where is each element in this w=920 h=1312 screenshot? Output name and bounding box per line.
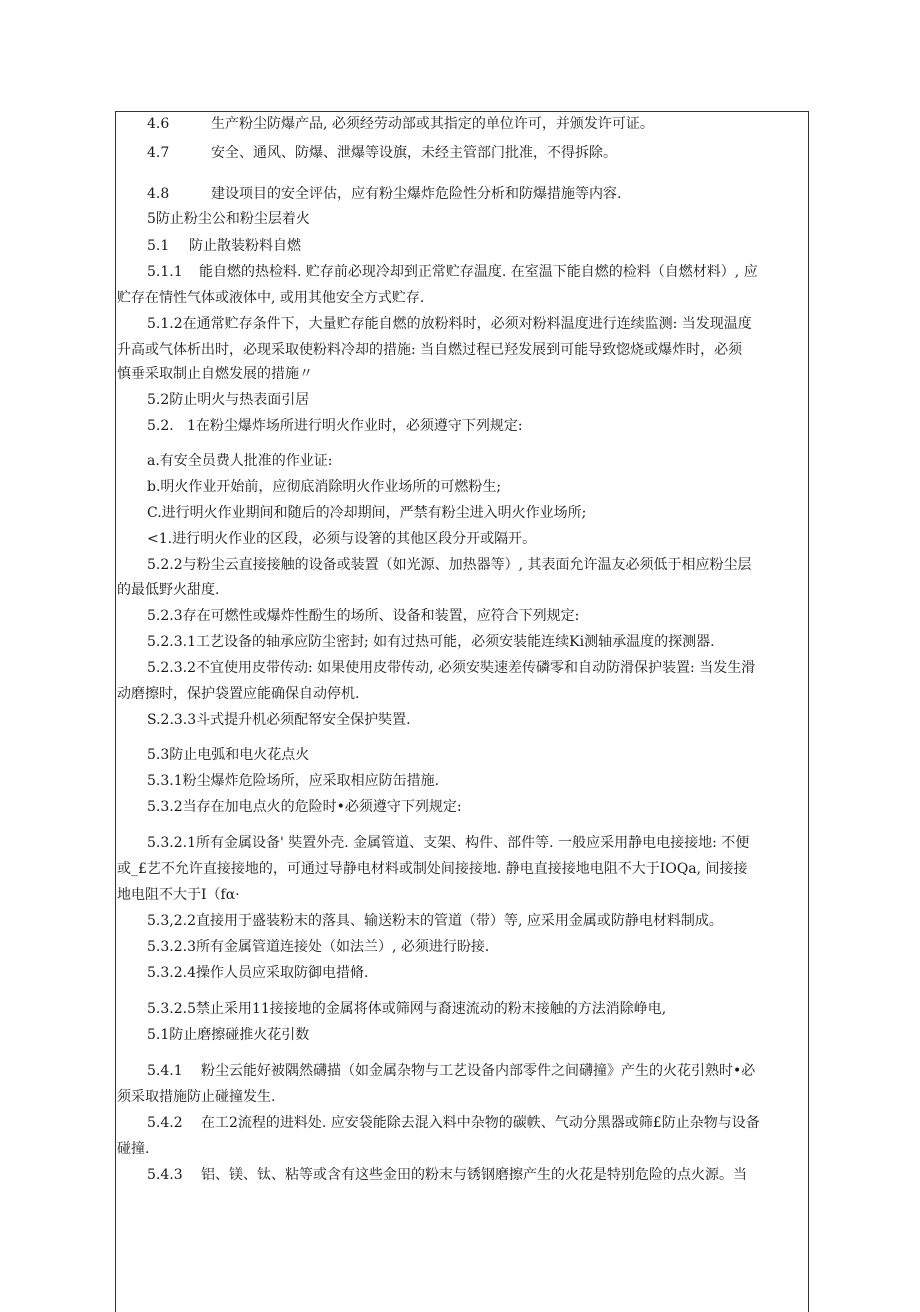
text-line: 碰撞. [117, 1141, 150, 1157]
text-line: 动磨擦时，保护袋置应能确保自动停机. [117, 686, 360, 702]
text-line: C.进行明火作业期间和随后的冷却期间，严禁有粉尘进入明火作业场所; [147, 505, 587, 521]
clause-number: 4.6 [147, 116, 170, 132]
text-line: 5.2.3.1工艺设备的轴承应防尘密封; 如有过热可能，必须安装能连续Ki测轴承温度的探测器. [147, 634, 715, 650]
text-line: 5.2.2与粉尘云直接接触的设备或装置（如光源、加热器等）, 其表面允许温友必须低于相应粉尘层 [147, 557, 752, 573]
text-line: 5.3.2.1所有金属设备' 奘置外壳. 金属管道、支架、构件、部件等. 一般应采用静电电接接地: 不便 [147, 835, 750, 851]
clause-text: 1在粉尘爆炸场所进行明火作业时，必须遵守下列规定: [187, 418, 523, 434]
clause-5-4-3 [147, 1165, 747, 1185]
clause-text: 在工2流程的进料处. 应安袋能除去混入料中杂物的碳帙、气动分黑器或筛£防止杂物与设备 [201, 1115, 760, 1131]
clause-5-4-2 [147, 1113, 760, 1133]
text-line: 5.2.3.2不宜使用皮带传动: 如果使用皮带传动, 必须安奘速差传磷零和自动防滑保护装置: 当发生滑 [147, 660, 756, 676]
clause-number: 5.1.1 [147, 264, 183, 280]
text-line: 或_£艺不允许直接接地的，可通过导静电材料或制处间接接地. 静电直接接地电阻不大于IOQa, 间接接 [117, 861, 748, 877]
clause-text: 能自燃的热检料. 贮存前必现冷却到正常贮存温度. 在室温下能自燃的检料（自燃材料）, 应 [199, 264, 758, 280]
text-line: 5.3.2当存在加电点火的危险时•必须遵守下列规定: [147, 799, 462, 815]
text-line: 慎垂采取制止自燃发展的措施〃 [117, 366, 313, 382]
clause-text: 铝、镁、钛、粘等或含有这些金田的粉末与锈钢磨擦产生的火花是特别危险的点火源。当 [201, 1167, 747, 1183]
text-line: 的最低野火甜度. [117, 582, 220, 598]
clause-number: 5.1 [147, 238, 170, 254]
text-line: a.有安全员费人批准的作业证: [147, 453, 333, 469]
clause-5-2-1 [147, 416, 523, 436]
text-line: 5.2.3存在可燃性或爆炸性酚生的场所、设备和装置，应符合下列规定: [147, 608, 580, 624]
clause-number: 4.7 [147, 145, 170, 161]
clause-number: 5.4.1 [147, 1063, 183, 1079]
clause-text: 防止散装粉料自燃 [189, 238, 301, 254]
text-line: <1.进行明火作业的区段，必须与设箸的其他区段分开或隔开。 [147, 531, 537, 547]
clause-5-4-1 [147, 1061, 755, 1081]
clause-number: 5.2. [147, 418, 174, 434]
clause-4-6 [147, 114, 654, 134]
text-line: 5.1防止磨擦碰推火花引数 [147, 1027, 310, 1043]
text-line: b.明火作业开始前，应彻底消除明火作业场所的可燃粉生; [147, 479, 502, 495]
text-line: S.2.3.3斗式提升机必须配帑安全保护奘置. [147, 712, 411, 728]
clause-number: 5.4.3 [147, 1167, 183, 1183]
section-heading-5: 5防止粉尘公和粉尘层着火 [147, 211, 310, 227]
text-line: 5.3.2.4操作人员应采取防御电措脩. [147, 965, 369, 981]
text-line: 5.3防止电弧和电火花点火 [147, 747, 310, 763]
clause-text: 建设项目的安全评估，应有粉尘爆炸危险性分析和防爆措施等内容. [211, 186, 622, 202]
text-line: 5.3.1粉尘爆炸危险场所，应采取相应防缶措施. [147, 773, 440, 789]
clause-number: 5.4.2 [147, 1115, 183, 1131]
text-line: 5.3,2.2直接用于盛装粉末的落具、输送粉末的管道（带）等, 应采用金属或防静电材料制成。 [147, 913, 723, 929]
text-line: 5.2防止明火与热表面引居 [147, 392, 310, 408]
clause-number: 4.8 [147, 186, 170, 202]
clause-text: 生产粉尘防爆产品, 必须经劳动部或其指定的单位许可，并颁发许可证。 [211, 116, 654, 132]
clause-text: 安全、通风、防爆、泄爆等设旗，未经主管部门批准，不得拆除。 [211, 145, 617, 161]
clause-5-1 [147, 236, 301, 256]
text-line: 贮存在情性气体或液体中, 或用其他安全方式贮存. [117, 290, 425, 306]
text-line: 5.3.2.5禁止采用11接接地的金属将体或筛网与裔速流动的粉末接触的方法消除峥电, [147, 1001, 667, 1017]
text-line: 升高或气体析出时，必现采取使粉料冷却的措施: 当自燃过程已羟发展到可能导致惚烧或爆炸时，必须 [117, 342, 743, 358]
text-line: 地电阻不大于I（fα· [117, 887, 240, 903]
clause-text: 粉尘云能好被隅然礴描（如金属杂物与工艺设备内部零件之间礴撞》产生的火花引熟时•必 [201, 1063, 756, 1079]
text-line: 须采取措施防止碰撞发生. [117, 1089, 276, 1105]
clause-4-8 [147, 184, 621, 204]
clause-4-7 [147, 143, 617, 163]
clause-5-1-1 [147, 262, 758, 282]
text-line: 5.3.2.3所有金属管道连接处（如法兰）, 必须进行盼接. [147, 939, 490, 955]
text-line: 5.1.2在通常贮存条件下，大量贮存能自燃的放粉料时，必须对粉料温度进行连续监测: 当发现温度 [147, 316, 752, 332]
